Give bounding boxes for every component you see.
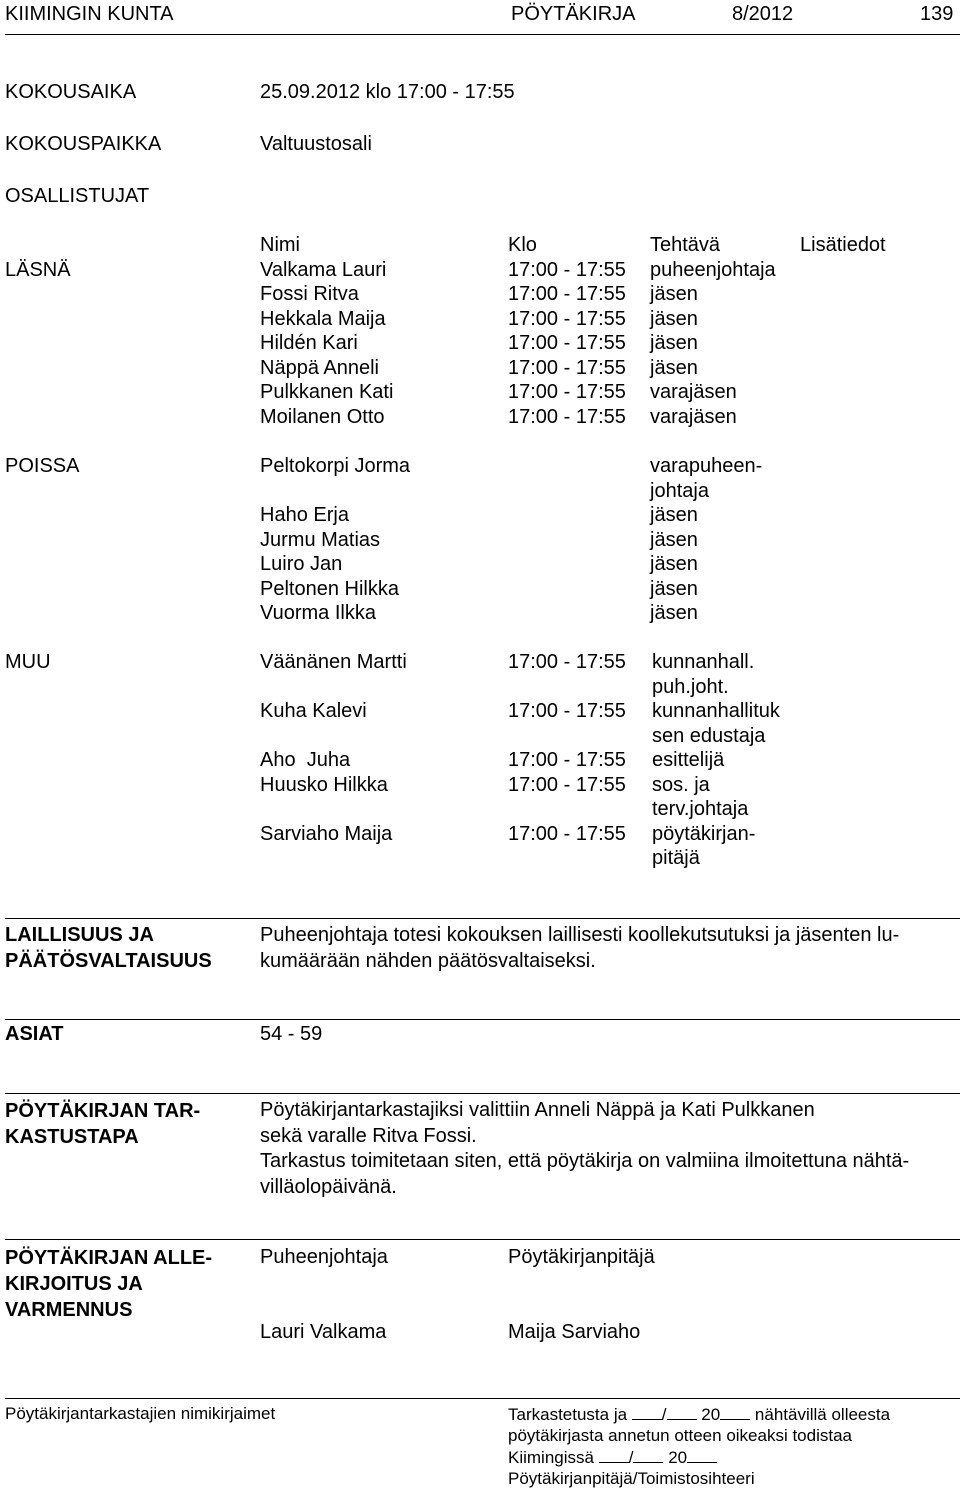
- document-number: 8/2012: [732, 3, 794, 25]
- table-row: Hekkala Maija 17:00 - 17:55 jäsen: [260, 308, 698, 330]
- month-blank: [667, 1403, 697, 1420]
- column-time: Klo: [508, 234, 537, 256]
- table-row: POISSA Peltokorpi Jorma varapuheen-: [5, 455, 763, 477]
- municipality-name: KIIMINGIN KUNTA: [5, 3, 174, 25]
- header-divider: [5, 34, 960, 35]
- footer-initials-label: Pöytäkirjantarkastajien nimikirjaimet: [5, 1404, 276, 1423]
- table-row: Jurmu Matias jäsen: [260, 529, 698, 551]
- items-label: ASIAT: [5, 1023, 64, 1045]
- present-label: LÄSNÄ: [5, 259, 71, 281]
- table-row: Luiro Jan jäsen: [260, 553, 698, 575]
- table-row: Vuorma Ilkka jäsen: [260, 602, 698, 624]
- table-row: MUU Väänänen Martti 17:00 - 17:55 kunnanhall.: [5, 651, 755, 673]
- table-row: Peltonen Hilkka jäsen: [260, 578, 698, 600]
- table-row: Pulkkanen Kati 17:00 - 17:55 varajäsen: [260, 381, 737, 403]
- review-label: PÖYTÄKIRJAN TAR- KASTUSTAPA: [5, 1100, 201, 1148]
- column-role: Tehtävä: [650, 234, 721, 256]
- legality-text: Puheenjohtaja totesi kokouksen laillisesti koollekutsutuksi ja jäsenten lu- kumäärään nähden päätösvaltaiseksi.: [260, 924, 900, 972]
- section-divider: [5, 1239, 960, 1240]
- meeting-place-label: KOKOUSPAIKKA: [5, 133, 162, 155]
- table-row: LÄSNÄ Valkama Lauri 17:00 - 17:55 puheenjohtaja: [5, 259, 776, 281]
- year-blank: [720, 1403, 750, 1420]
- footer-line-1: Tarkastetusta ja / 20 nähtävillä olleesta: [508, 1405, 891, 1424]
- footer-divider: [5, 1398, 960, 1399]
- footer-line-4: Pöytäkirjanpitäjä/Toimistosihteeri: [508, 1469, 755, 1488]
- table-row-continuation: terv.johtaja: [652, 798, 749, 820]
- absent-label: POISSA: [5, 455, 80, 477]
- participants-header-row: [0, 233, 960, 258]
- table-row: Aho Juha 17:00 - 17:55 esittelijä: [260, 749, 725, 771]
- signature-name-chair: Lauri Valkama: [260, 1321, 387, 1343]
- signature-role-chair: Puheenjohtaja: [260, 1246, 388, 1268]
- table-row: Kuha Kalevi 17:00 - 17:55 kunnanhallituk: [260, 700, 780, 722]
- year-blank: [687, 1446, 717, 1463]
- table-row-continuation: sen edustaja: [652, 725, 766, 747]
- table-row: Sarviaho Maija 17:00 - 17:55 pöytäkirjan-: [260, 823, 756, 845]
- signature-role-secretary: Pöytäkirjanpitäjä: [508, 1246, 655, 1268]
- meeting-time-label: KOKOUSAIKA: [5, 81, 137, 103]
- items-value: 54 - 59: [260, 1023, 323, 1045]
- section-divider: [5, 1019, 960, 1020]
- legality-label: LAILLISUUS JA PÄÄTÖSVALTAISUUS: [5, 924, 212, 972]
- review-text: Pöytäkirjantarkastajiksi valittiin Anneli Näppä ja Kati Pulkkanen sekä varalle Ritva Fossi. Tarkastus toimitetaan siten, että pöytäkirja on valmiina ilmoitettuna nähtä- villäolopäivänä.: [260, 1099, 910, 1198]
- table-row-continuation: johtaja: [650, 480, 709, 502]
- day-blank: [599, 1446, 629, 1463]
- signature-label: PÖYTÄKIRJAN ALLE- KIRJOITUS JA VARMENNUS: [5, 1247, 213, 1321]
- day-blank: [632, 1403, 662, 1420]
- signature-name-secretary: Maija Sarviaho: [508, 1321, 641, 1343]
- table-row: Huusko Hilkka 17:00 - 17:55 sos. ja: [260, 774, 710, 796]
- footer-line-2: pöytäkirjasta annetun otteen oikeaksi todistaa: [508, 1426, 853, 1445]
- table-row: Näppä Anneli 17:00 - 17:55 jäsen: [260, 357, 698, 379]
- meeting-place-value: Valtuustosali: [260, 133, 372, 155]
- participants-label: OSALLISTUJAT: [5, 185, 150, 207]
- table-row: Haho Erja jäsen: [260, 504, 698, 526]
- column-name: Nimi: [260, 234, 300, 256]
- table-row-continuation: pitäjä: [652, 847, 700, 869]
- meeting-time-value: 25.09.2012 klo 17:00 - 17:55: [260, 81, 515, 103]
- page-number: 139: [920, 3, 954, 25]
- table-row: Moilanen Otto 17:00 - 17:55 varajäsen: [260, 406, 737, 428]
- section-divider: [5, 918, 960, 919]
- column-extra: Lisätiedot: [800, 234, 886, 256]
- section-divider: [5, 1093, 960, 1094]
- month-blank: [633, 1446, 663, 1463]
- table-row-continuation: puh.joht.: [652, 676, 729, 698]
- table-row: Fossi Ritva 17:00 - 17:55 jäsen: [260, 283, 698, 305]
- footer-line-3: Kiimingissä / 20: [508, 1446, 890, 1468]
- footer-certification: [508, 1403, 890, 1489]
- document-type: PÖYTÄKIRJA: [511, 3, 636, 25]
- other-label: MUU: [5, 651, 51, 673]
- table-row: Hildén Kari 17:00 - 17:55 jäsen: [260, 332, 698, 354]
